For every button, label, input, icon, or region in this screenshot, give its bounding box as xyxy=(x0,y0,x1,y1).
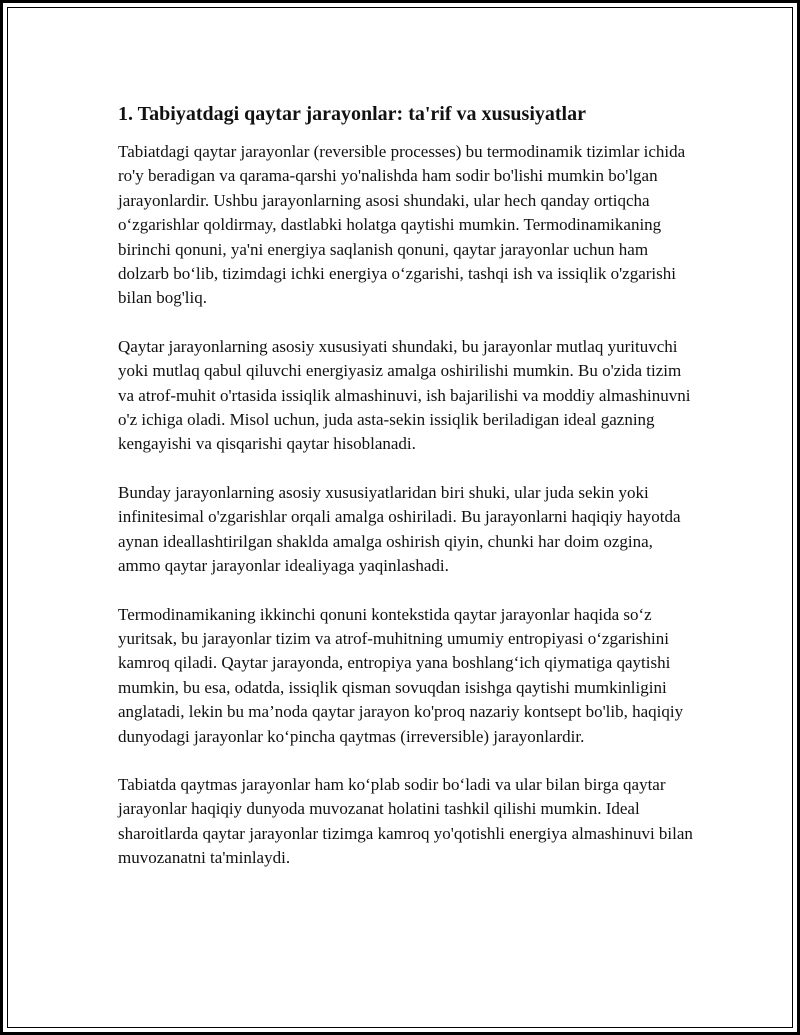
section-heading: 1. Tabiyatdagi qaytar jarayonlar: ta'rif va xususiyatlar xyxy=(118,103,586,125)
paragraph-3: Bunday jarayonlarning asosiy xususiyatlaridan biri shuki, ular juda sekin yoki infinitesimal o'zgarishlar orqali amalga oshiriladi. Bu jarayonlarni haqiqiy hayotda aynan ideallashtirilgan shaklda amalga oshirish qiyin, chunki har doim ozgina, ammo qaytar jarayonlar idealiyaga yaqinlashadi. xyxy=(118,482,681,576)
paragraph-1: Tabiatdagi qaytar jarayonlar (reversible processes) bu termodinamik tizimlar ichida ro'y beradigan va qarama-qarshi yo'nalishda ham sodir bo'lishi mumkin bo'lgan jarayonlardir. Ushbu jarayonlarning asosi shundaki, ular hech qanday ortiqcha o‘zgarishlar qoldirmay, dastlabki holatga qaytishi mumkin. Termodinamikaning birinchi qonuni, ya'ni energiya saqlanish qonuni, qaytar jarayonlar uchun ham dolzarb bo‘lib, tizimdagi ichki energiya o‘zgarishi, tashqi ish va issiqlik o'zgarishi bilan bog'liq. xyxy=(118,142,686,308)
paragraph-2: Qaytar jarayonlarning asosiy xususiyati shundaki, bu jarayonlar mutlaq yurituvchi yoki mutlaq qabul qiluvchi energiyasiz amalga oshirilishi mumkin. Bu o'zida tizim va atrof-muhit o'rtasida issiqlik almashinuvi, ish bajarilishi va moddiy almashinuvni o'z ichiga oladi. Misol uchun, juda asta-sekin issiqlik beriladigan ideal gazning kengayishi va qisqarishi qaytar hisoblanadi. xyxy=(118,336,691,454)
paragraph-5: Tabiatda qaytmas jarayonlar ham ko‘plab sodir bo‘ladi va ular bilan birga qaytar jarayonlar haqiqiy dunyoda muvozanat holatini tashkil qilishi mumkin. Ideal sharoitlarda qaytar jarayonlar tizimga kamroq yo'qotishli energiya almashinuvi bilan muvozanatni ta'minlaydi. xyxy=(118,774,693,868)
page-inner-border xyxy=(7,7,793,1028)
paragraph-4: Termodinamikaning ikkinchi qonuni kontekstida qaytar jarayonlar haqida so‘z yuritsak, bu jarayonlar tizim va atrof-muhitning umumiy entropiyasi o‘zgarishini kamroq qiladi. Qaytar jarayonda, entropiya yana boshlang‘ich qiymatiga qaytishi mumkin, bu esa, odatda, issiqlik qisman sovuqdan isishga qaytishi mumkinligini anglatadi, lekin bu ma’noda qaytar jarayon ko'proq nazariy kontsept bo'lib, haqiqiy dunyodagi jarayonlar ko‘pincha qaytmas (irreversible) jarayonlardir. xyxy=(118,604,684,746)
document-body xyxy=(118,100,698,895)
